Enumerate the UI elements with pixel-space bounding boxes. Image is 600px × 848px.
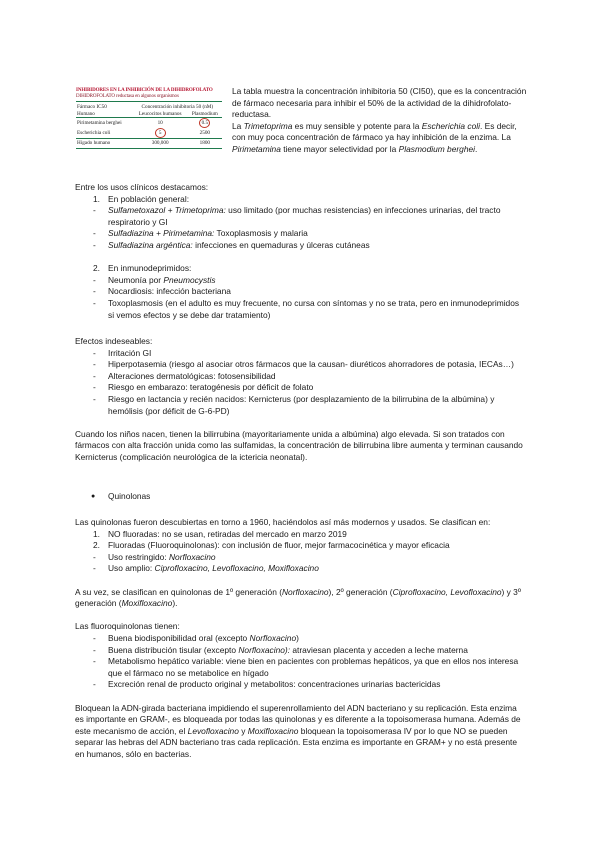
list-item-text: Buena distribución tisular (excepto: [108, 644, 239, 655]
intro-text-run: .: [475, 143, 478, 154]
figure-cell-v2: 2500: [199, 130, 210, 136]
usos-clinicos-section: [75, 182, 527, 321]
ic50-table-figure: [76, 88, 222, 168]
intro-organism-plasmodium: Plasmodium berghei: [398, 143, 476, 154]
list-item-text: Irritación GI: [108, 347, 152, 358]
text-run: y: [238, 725, 248, 736]
list-item-text: Uso restringido:: [108, 551, 169, 562]
section-bullet: [75, 491, 527, 503]
list-item: - Nocardiosis: infección bacteriana: [93, 286, 231, 297]
figure-table: [76, 103, 222, 147]
section-title: Quinolonas: [108, 491, 151, 501]
intro-paragraph-1: La tabla muestra la concentración inhibitoria 50 (CI50), que es la concentración de fármaco necesaria para inhibir el 50% de la actividad de la dihidrofolato-reductasa.: [232, 86, 527, 120]
list-item-text: Toxoplasmosis (en el adulto es muy frecuente, no cursa con síntomas y no se trata, pero en inmunodeprimidos si vemos efectos y se debe dar tratamiento): [108, 297, 520, 320]
list-item-text: Buena biodisponibilidad oral (excepto: [108, 632, 250, 643]
drug-name: Norfloxacino: [281, 586, 329, 597]
intro-text: [232, 86, 532, 156]
figure-subheader-col3: Plasmodium: [191, 110, 218, 117]
figure-header-col2: Concentración inhibitoria 50 (nM): [141, 103, 214, 110]
list-item: - Buena distribución tisular (excepto Norfloxacino): atraviesan placenta y acceden a leche materna: [93, 644, 468, 655]
list-item: - Hiperpotasemia (riesgo al asociar otros fármacos que la causan- diuréticos ahorradores de potasia, IECAs…): [93, 359, 514, 370]
drug-name: Ciprofloxacino, Levofloxacino, Moxifloxacino: [154, 563, 319, 574]
drug-name: Moxifloxacino: [247, 725, 299, 736]
usos-group-general: [75, 194, 527, 206]
drug-name: Norfloxacino: [249, 632, 297, 643]
figure-cell-name: Hígado humano: [77, 140, 111, 146]
text-run: ), 2º generación (: [328, 586, 393, 597]
figure-table-row: [76, 128, 222, 139]
drug-name: Ciprofloxacino, Levofloxacino: [392, 586, 502, 597]
intro-text-run: es muy sensible y potente para la: [292, 120, 422, 131]
list-item-text: infecciones en quemaduras y úlceras cutáneas: [192, 239, 370, 250]
list-item-text: Metabolismo hepático variable: viene bien en pacientes con problemas hepáticos, ya que en ellos nos interesa que el fármaco no se metabolice en hígado: [108, 656, 519, 678]
figure-bottom-rule: [76, 148, 222, 149]
text-run: A su vez, se clasifican en quinolonas de 1º generación (: [75, 586, 282, 597]
figure-cell-v1: 10: [157, 120, 163, 126]
text-run: Bloquean la ADN-girada bacteriana impidiendo el superenrollamiento del ADN bacteriano y su replicación. Esta enzima es importante en GRAM-, es bloqueada por todas las quinolonas y es diferente a la topoisomerasa humana. Además de este mecanismo de acción, el: [75, 702, 521, 736]
drug-name: Sulfadiazina + Pirimetamina:: [108, 228, 215, 239]
list-number: 1.: [93, 193, 100, 204]
figure-cell-v1-circled: 5: [155, 128, 166, 138]
intro-organism-ecoli: Escherichia coli: [421, 120, 480, 131]
list-item-text: Riesgo en embarazo: teratogénesis por déficit de folato: [108, 382, 314, 393]
figure-header-row: [76, 103, 222, 110]
list-item: - Neumonía por Pneumocystis: [93, 274, 216, 285]
figure-cell-name: Pirimetamina berghei: [77, 120, 122, 126]
drug-name: Moxifloxacino: [121, 598, 173, 609]
list-item-text: Uso amplio:: [108, 563, 155, 574]
list-number: 2.: [93, 540, 100, 551]
figure-caption: [76, 88, 222, 100]
intro-text-run: tiene mayor selectividad por la: [280, 143, 399, 154]
usos-heading: Entre los usos clínicos destacamos:: [75, 182, 209, 192]
list-item-text: Neumonía por: [108, 274, 164, 285]
quinolonas-clasificacion: [75, 517, 527, 760]
text-run: bloquean la topoisomerasa IV por lo que NO se pueden separar las hebras del ADN bacteriano tras cada replicación. Esta enzima es importante en GRAM+ y no está presente en humanos, sólo en bacterias.: [75, 725, 518, 759]
intro-text-run: La: [232, 120, 244, 131]
generaciones-paragraph: [75, 587, 527, 610]
figure-cell-v2: 1800: [199, 140, 210, 146]
list-item-text: Riesgo en lactancia y recién nacidos: Kernicterus (por desplazamiento de la bilirrubina de la albúmina) y hemólisis (por déficit de G-6-PD): [108, 393, 495, 416]
list-item-text: Hiperpotasemia (riesgo al asociar otros fármacos que la causan- diuréticos ahorradores de potasia, IECAs…): [108, 359, 514, 370]
drug-name: Sulfametoxazol + Trimetoprima:: [108, 205, 226, 216]
organism-name: Pneumocystis: [163, 274, 216, 285]
quinolonas-heading: [75, 491, 527, 503]
figure-caption-subtitle: DIHIDROFOLATO reductasa en algunos organismos: [76, 94, 179, 99]
list-item: [75, 540, 527, 552]
list-item: - Excreción renal de producto original y metabolitos: concentraciones urinarias bactericidas: [93, 679, 441, 690]
list-item-text: ): [296, 632, 299, 643]
list-item-text: Alteraciones dermatológicas: fotosensibilidad: [108, 370, 276, 381]
list-item: - Buena biodisponibilidad oral (excepto Norfloxacino): [93, 632, 299, 643]
list-item: - Riesgo en lactancia y recién nacidos: Kernicterus (por desplazamiento de la bilirrubina de la albúmina) y hemólisis (por déficit de G-6-PD): [93, 393, 495, 416]
list-item-text: uso limitado (por muchas resistencias) en infecciones urinarias, del tracto respiratorio y GI: [108, 205, 501, 227]
drug-name: Sulfadiazina argéntica:: [108, 239, 193, 250]
list-item: - Sulfadiazina + Pirimetamina: Toxoplasmosis y malaria: [93, 228, 308, 239]
figure-cell-v2-circled: 0.5: [199, 118, 210, 128]
list-item-text: Nocardiosis: infección bacteriana: [108, 286, 231, 297]
figure-table-row: [76, 118, 222, 129]
text-run: ).: [172, 598, 178, 609]
intro-drug-pirimetamina: Pirimetamina: [232, 143, 281, 154]
list-item: [75, 529, 527, 541]
intro-text-run: . Es decir, con muy poca concentración de fármaco ya hay inhibición de la enzima. La: [232, 120, 517, 143]
list-item: - Irritación GI: [93, 347, 152, 358]
figure-header-col1: Fármaco IC50: [77, 103, 107, 110]
efectos-heading: Efectos indeseables:: [75, 336, 153, 346]
bullet-icon: ●: [91, 493, 96, 500]
figure-subheader-col2: Leucocitos humanos: [138, 110, 182, 117]
list-item-text: Excreción renal de producto original y metabolitos: concentraciones urinarias bactericidas: [108, 679, 441, 690]
list-item: - Sulfametoxazol + Trimetoprima: uso limitado (por muchas resistencias) en infecciones urinarias, del tracto respiratorio y GI: [93, 205, 501, 227]
usos-group-label: En inmunodeprimidos:: [108, 263, 192, 274]
figure-subheader-col1: Humano: [77, 110, 95, 117]
kernicterus-paragraph: Cuando los niños nacen, tienen la bilirrubina (mayoritariamente unida a albúmina) algo elevada. Si son tratados con fármacos con alta fracción unida como las sulfamidas, la concentración de bilirrubina libre aumenta y terminan causando Kernicterus (complicación neurológica de la ictericia neonatal).: [75, 428, 523, 462]
mecanismo-paragraph: [75, 703, 527, 761]
list-item-text: NO fluoradas: no se usan, retiradas del mercado en marzo 2019: [108, 528, 347, 539]
list-number: 2.: [93, 263, 100, 274]
fluoroquinolonas-heading: Las fluoroquinolonas tienen:: [75, 621, 180, 632]
list-item: - Uso amplio: Ciprofloxacino, Levofloxacino, Moxifloxacino: [93, 563, 319, 574]
text-run: ) y 3º generación (: [75, 586, 521, 609]
list-item: - Metabolismo hepático variable: viene bien en pacientes con problemas hepáticos, ya que en ellos nos interesa que el fármaco no se metabolice en hígado: [93, 656, 519, 678]
figure-cell-v1: 300,000: [151, 140, 169, 146]
quinolonas-intro: Las quinolonas fueron descubiertas en torno a 1960, haciéndolos así más modernos y usados. Se clasifican en:: [75, 517, 491, 527]
drug-name: Norfloxacino):: [238, 644, 291, 655]
usos-group-label: En población general:: [108, 193, 190, 204]
figure-subheader-row: [76, 110, 222, 118]
intro-paragraph-2: [232, 121, 517, 154]
list-item: - Alteraciones dermatológicas: fotosensibilidad: [93, 370, 276, 381]
usos-group-inmunodeprimidos: [75, 263, 527, 275]
figure-table-row: [76, 139, 222, 148]
list-item: - Toxoplasmosis (en el adulto es muy frecuente, no cursa con síntomas y no se trata, pero en inmunodeprimidos si vemos efectos y se debe dar tratamiento): [93, 297, 520, 320]
list-item-text: Toxoplasmosis y malaria: [214, 228, 308, 239]
figure-top-rule: [76, 101, 222, 102]
list-item: - Riesgo en embarazo: teratogénesis por déficit de folato: [93, 382, 314, 393]
figure-caption-title: INHIBIDORES EN LA INHIBICIÓN DE LA DIHIDROFOLATO: [76, 88, 213, 93]
drug-name: Norfloxacino: [168, 551, 216, 562]
list-item: - Sulfadiazina argéntica: infecciones en quemaduras y úlceras cutáneas: [93, 239, 370, 250]
figure-cell-name: Escherichia coli: [77, 130, 111, 136]
intro-drug-trimetoprima: Trimetoprima: [243, 120, 293, 131]
list-item-text: Fluoradas (Fluoroquinolonas): con inclusión de fluor, mejor farmacocinética y mayor eficacia: [108, 540, 450, 551]
list-item: - Uso restringido: Norfloxacino: [93, 551, 216, 562]
efectos-section: [75, 336, 527, 464]
drug-name: Levofloxacino: [187, 725, 239, 736]
list-item-text: atraviesan placenta y acceden a leche materna: [290, 644, 468, 655]
list-number: 1.: [93, 528, 100, 539]
